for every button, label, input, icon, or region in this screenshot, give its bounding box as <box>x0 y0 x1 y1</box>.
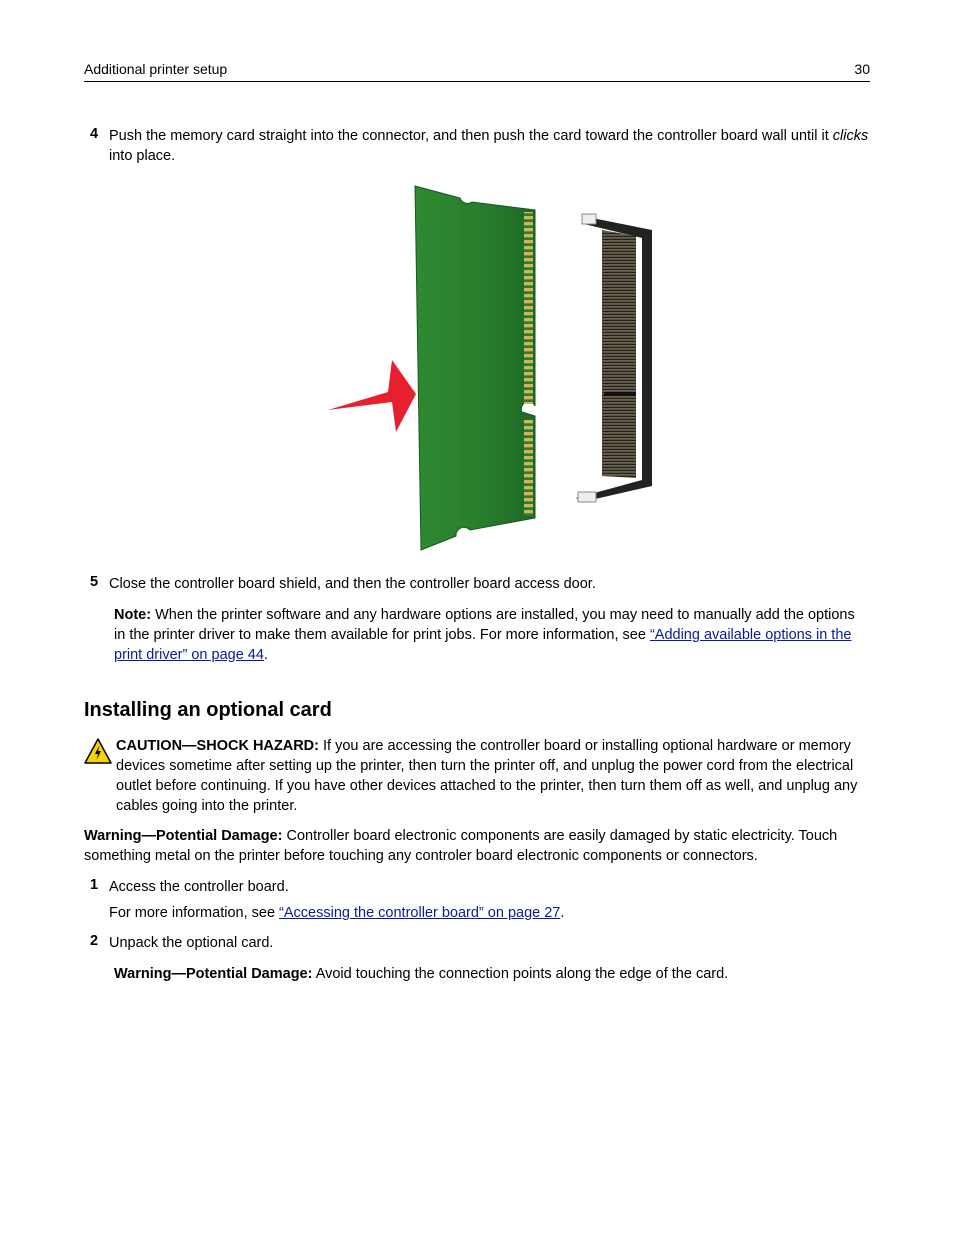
step-5-note: Note: When the printer software and any hardware options are installed, you may need to manually add the options in the printer driver to make them available for print jobs. For more information, see “Adding available options in the print driver” on page 44. <box>114 607 855 663</box>
step-1-text: Access the controller board. <box>109 879 289 895</box>
step-2-number: 2 <box>90 933 99 949</box>
shock-hazard-icon <box>84 738 112 764</box>
insert-arrow-icon <box>328 360 416 432</box>
running-header-title: Additional printer setup <box>84 61 228 77</box>
step-2-text: Unpack the optional card. <box>109 935 274 951</box>
memory-slot-icon <box>576 214 652 502</box>
accessing-controller-board-link[interactable]: “Accessing the controller board” on page 27 <box>279 905 561 921</box>
warning-static: Warning—Potential Damage: Controller board electronic components are easily damaged by static electricity. Touch something metal on the printer before touching any controler board electronic components or connectors. <box>84 828 838 864</box>
step-4-number: 4 <box>90 126 99 142</box>
section-heading: Installing an optional card <box>84 699 332 721</box>
step-1-info: For more information, see “Accessing the controller board” on page 27. <box>109 905 565 921</box>
adding-options-link[interactable]: “Adding available options in the print driver” on page 44 <box>114 627 852 663</box>
step-5-number: 5 <box>90 574 99 590</box>
step-5-text: Close the controller board shield, and then the controller board access door. <box>109 576 596 592</box>
step-1-number: 1 <box>90 877 99 893</box>
memory-card-icon <box>415 186 535 550</box>
step-4-text: Push the memory card straight into the connector, and then push the card toward the controller board wall until it clicks into place. <box>109 128 869 164</box>
memory-card-illustration <box>320 180 660 560</box>
caution-block: CAUTION—SHOCK HAZARD: If you are accessing the controller board or installing optional hardware or memory devices sometime after setting up the printer, then turn the printer off, and unplug the power cord from the electrical outlet before continuing. If you have other devices attached to the printer, then turn them off as well, and unplug any cables going into the printer. <box>116 738 858 814</box>
page-number: 30 <box>854 61 870 77</box>
step-2-warning: Warning—Potential Damage: Avoid touching the connection points along the edge of the card. <box>114 966 729 982</box>
header-rule <box>84 81 870 82</box>
